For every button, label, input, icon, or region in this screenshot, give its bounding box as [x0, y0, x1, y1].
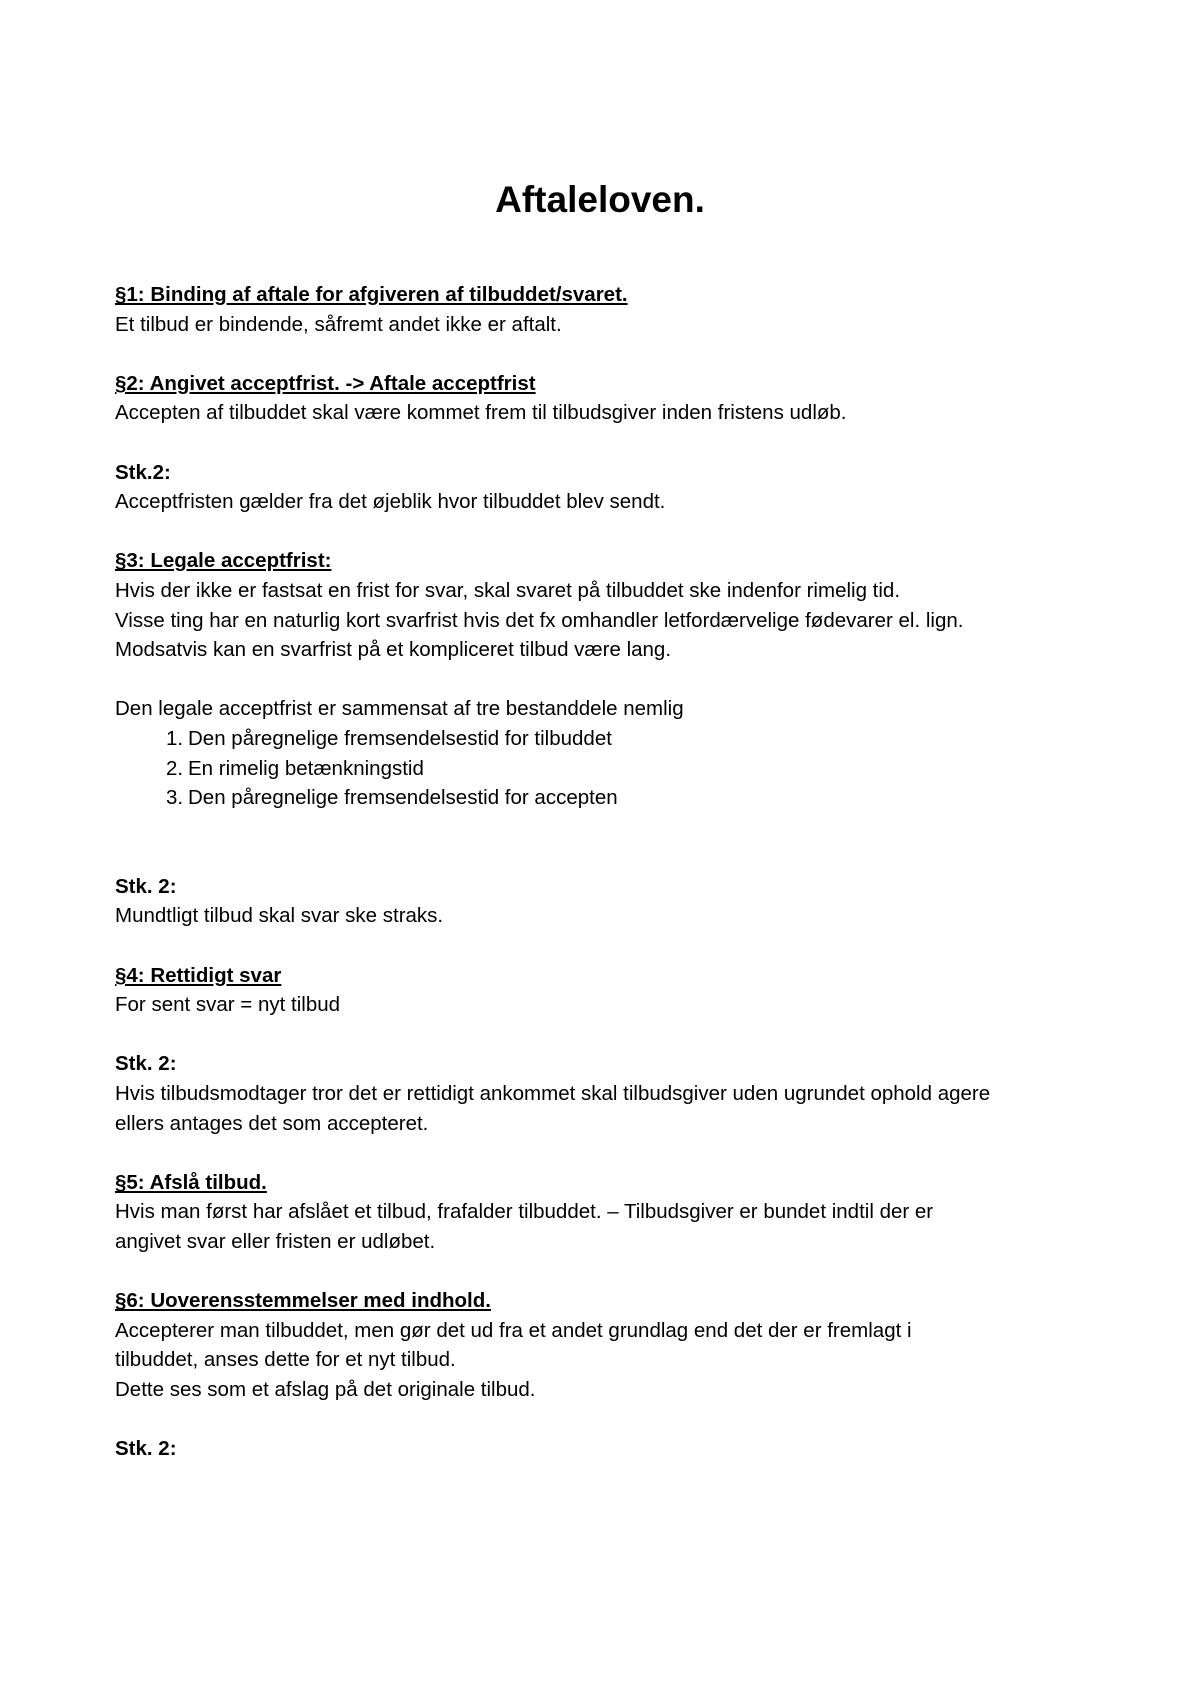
section-6-line: Dette ses som et afslag på det originale tilbud. [115, 1377, 536, 1401]
section-2-heading: §2: Angivet acceptfrist. -> Aftale acceptfrist [115, 371, 536, 395]
spacer [115, 931, 1115, 961]
list-item-number: 3. [166, 786, 184, 810]
section-3-stk-text: Mundtligt tilbud skal svar ske straks. [115, 904, 444, 928]
list-item-number-wrap [115, 754, 188, 784]
section-2-text: Accepten af tilbuddet skal være kommet frem til tilbudsgiver inden fristens udløb. [115, 401, 847, 425]
list-item [115, 754, 1115, 784]
numbered-list [115, 724, 1115, 813]
list-item [115, 724, 1115, 754]
section-4-stk-line: ellers antages det som accepteret. [115, 1111, 429, 1135]
section-6-line: tilbuddet, anses dette for et nyt tilbud. [115, 1348, 456, 1372]
section-3-line: Modsatvis kan en svarfrist på et kompliceret tilbud være lang. [115, 638, 672, 662]
section-3-line: Visse ting har en naturlig kort svarfrist hvis det fx omhandler letfordærvelige fødevarer el. lign. [115, 608, 964, 632]
document-title: Aftaleloven. [495, 179, 705, 220]
section-4-stk-line: Hvis tilbudsmodtager tror det er rettidigt ankommet skal tilbudsgiver uden ugrundet ophold agere [115, 1082, 991, 1106]
section-5-line: angivet svar eller fristen er udløbet. [115, 1230, 436, 1253]
list-item [115, 783, 1115, 813]
section-4-heading: §4: Rettidigt svar [115, 963, 282, 987]
list-item-text: Den påregnelige fremsendelsestid for accepten [188, 786, 618, 810]
section-2-stk-text: Acceptfristen gælder fra det øjeblik hvor tilbuddet blev sendt. [115, 490, 666, 514]
section-1-heading: §1: Binding af aftale for afgiveren af tilbuddet/svaret. [115, 283, 628, 306]
section-5-heading: §5: Afslå tilbud. [115, 1170, 267, 1194]
section-3-line: Hvis der ikke er fastsat en frist for svar, skal svaret på tilbuddet ske indenfor rimelig tid. [115, 578, 901, 602]
spacer [115, 428, 1115, 458]
section-6-line: Accepterer man tilbuddet, men gør det ud fra et andet grundlag end det der er fremlagt i [115, 1318, 912, 1342]
spacer [115, 1020, 1115, 1050]
section-4-text: For sent svar = nyt tilbud [115, 993, 341, 1017]
spacer [115, 339, 1115, 369]
section-1-text: Et tilbud er bindende, såfremt andet ikke er aftalt. [115, 312, 562, 336]
section-4-stk-label: Stk. 2: [115, 1052, 177, 1076]
list-item-number-wrap [115, 724, 188, 754]
list-item-text: Den påregnelige fremsendelsestid for tilbuddet [188, 726, 612, 750]
list-item-number: 1. [166, 726, 184, 750]
spacer [115, 1138, 1115, 1168]
section-5-line: Hvis man først har afslået et tilbud, frafalder tilbuddet. – Tilbudsgiver er bundet indtil der er [115, 1200, 934, 1224]
list-item-number-wrap [115, 783, 188, 813]
section-2-stk-label: Stk.2: [115, 460, 171, 484]
spacer [115, 517, 1115, 547]
section-6-stk-label: Stk. 2: [115, 1437, 177, 1461]
list-item-number: 2. [166, 756, 184, 780]
section-3-heading: §3: Legale acceptfrist: [115, 549, 332, 573]
spacer [115, 665, 1115, 695]
section-6-heading: §6: Uoverensstemmelser med indhold. [115, 1289, 491, 1313]
document-body [115, 280, 1115, 1464]
spacer [115, 1405, 1115, 1435]
section-3-stk-label: Stk. 2: [115, 874, 177, 898]
spacer [115, 1257, 1115, 1287]
spacer [115, 813, 1115, 872]
section-3-intro: Den legale acceptfrist er sammensat af tre bestanddele nemlig [115, 697, 684, 721]
list-item-text: En rimelig betænkningstid [188, 756, 424, 780]
